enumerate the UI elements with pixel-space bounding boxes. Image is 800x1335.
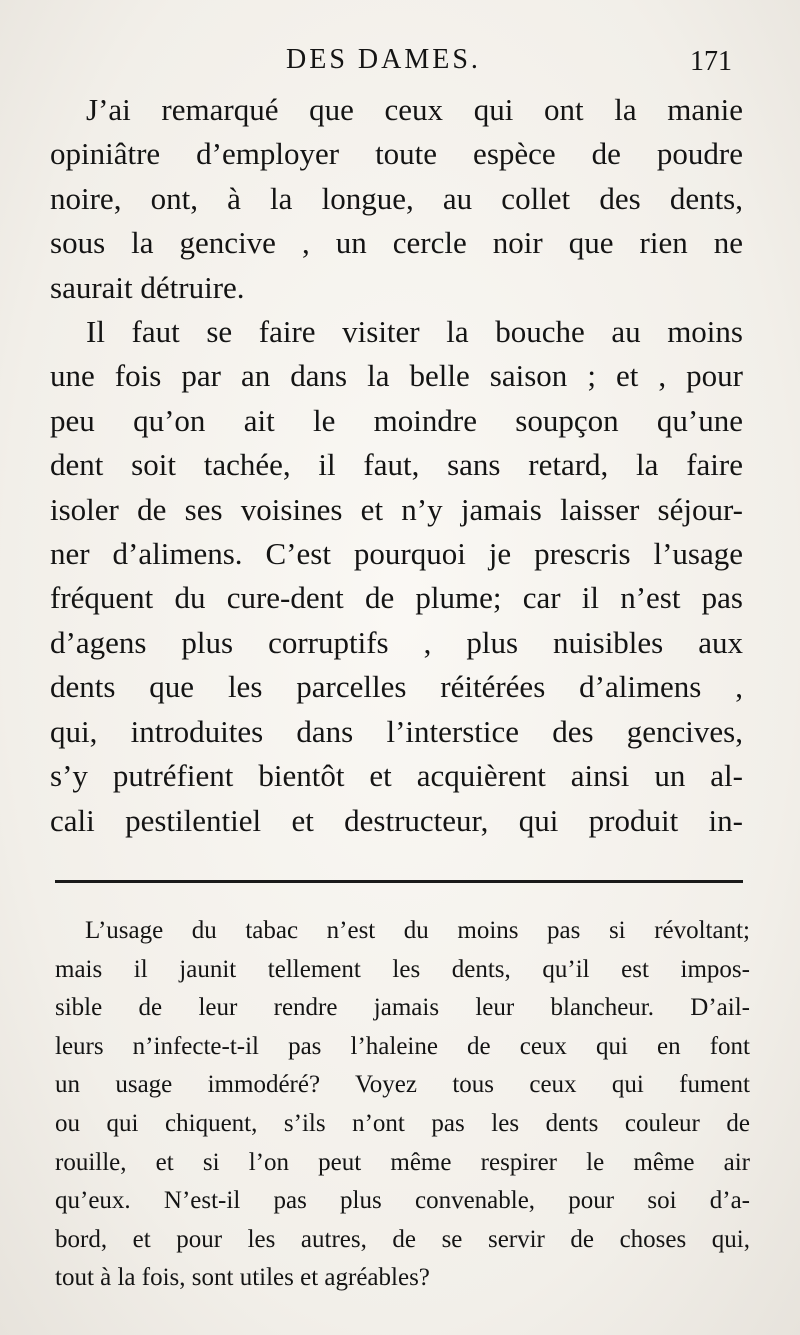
page-number: 171 xyxy=(690,46,732,77)
text-line: s’y putréfient bientôt et acquièrent ainsi un al- xyxy=(50,758,743,794)
text-line: ner d’alimens. C’est pourquoi je prescris l’usage xyxy=(50,536,743,572)
text-line: dent soit tachée, il faut, sans retard, la faire xyxy=(50,447,743,483)
footnote-line: un usage immodéré? Voyez tous ceux qui fument xyxy=(55,1071,750,1099)
text-line: sous la gencive , un cercle noir que rien ne xyxy=(50,225,743,261)
footnote-rule xyxy=(55,880,743,883)
footnote-line: tout à la fois, sont utiles et agréables? xyxy=(55,1264,430,1292)
footnote-line: ou qui chiquent, s’ils n’ont pas les dents couleur de xyxy=(55,1109,750,1137)
text-line: Il faut se faire visiter la bouche au moins xyxy=(86,314,743,350)
text-line: d’agens plus corruptifs , plus nuisibles aux xyxy=(50,624,743,660)
main-text xyxy=(50,88,743,843)
text-line: dents que les parcelles réitérées d’alimens , xyxy=(50,669,743,705)
text-line: peu qu’on ait le moindre soupçon qu’une xyxy=(50,402,743,438)
running-head xyxy=(0,44,800,84)
text-line: une fois par an dans la belle saison ; et , pour xyxy=(50,358,743,394)
footnote-line: L’usage du tabac n’est du moins pas si révoltant; xyxy=(85,917,750,944)
running-title: DES DAMES. xyxy=(286,44,481,75)
text-line: fréquent du cure-dent de plume; car il n’est pas xyxy=(50,580,743,616)
text-line: isoler de ses voisines et n’y jamais laisser séjour- xyxy=(50,491,743,527)
text-line: cali pestilentiel et destructeur, qui produit in- xyxy=(50,802,743,838)
footnote-line: bord, et pour les autres, de se servir de choses qui, xyxy=(55,1225,750,1253)
footnote-line: rouille, et si l’on peut même respirer le même air xyxy=(55,1148,750,1176)
text-line: noire, ont, à la longue, au collet des dents, xyxy=(50,180,743,216)
text-line: opiniâtre d’employer toute espèce de poudre xyxy=(50,136,743,172)
text-line: saurait détruire. xyxy=(50,269,245,305)
footnote-line: qu’eux. N’est-il pas plus convenable, pour soi d’a- xyxy=(55,1187,750,1215)
text-line: qui, introduites dans l’interstice des gencives, xyxy=(50,713,743,749)
footnote-line: mais il jaunit tellement les dents, qu’il est impos- xyxy=(55,955,750,983)
footnote-line: leurs n’infecte-t-il pas l’haleine de ceux qui en font xyxy=(55,1032,750,1060)
text-line: J’ai remarqué que ceux qui ont la manie xyxy=(86,92,743,127)
footnote xyxy=(55,912,750,1298)
footnote-line: sible de leur rendre jamais leur blancheur. D’ail- xyxy=(55,994,750,1022)
